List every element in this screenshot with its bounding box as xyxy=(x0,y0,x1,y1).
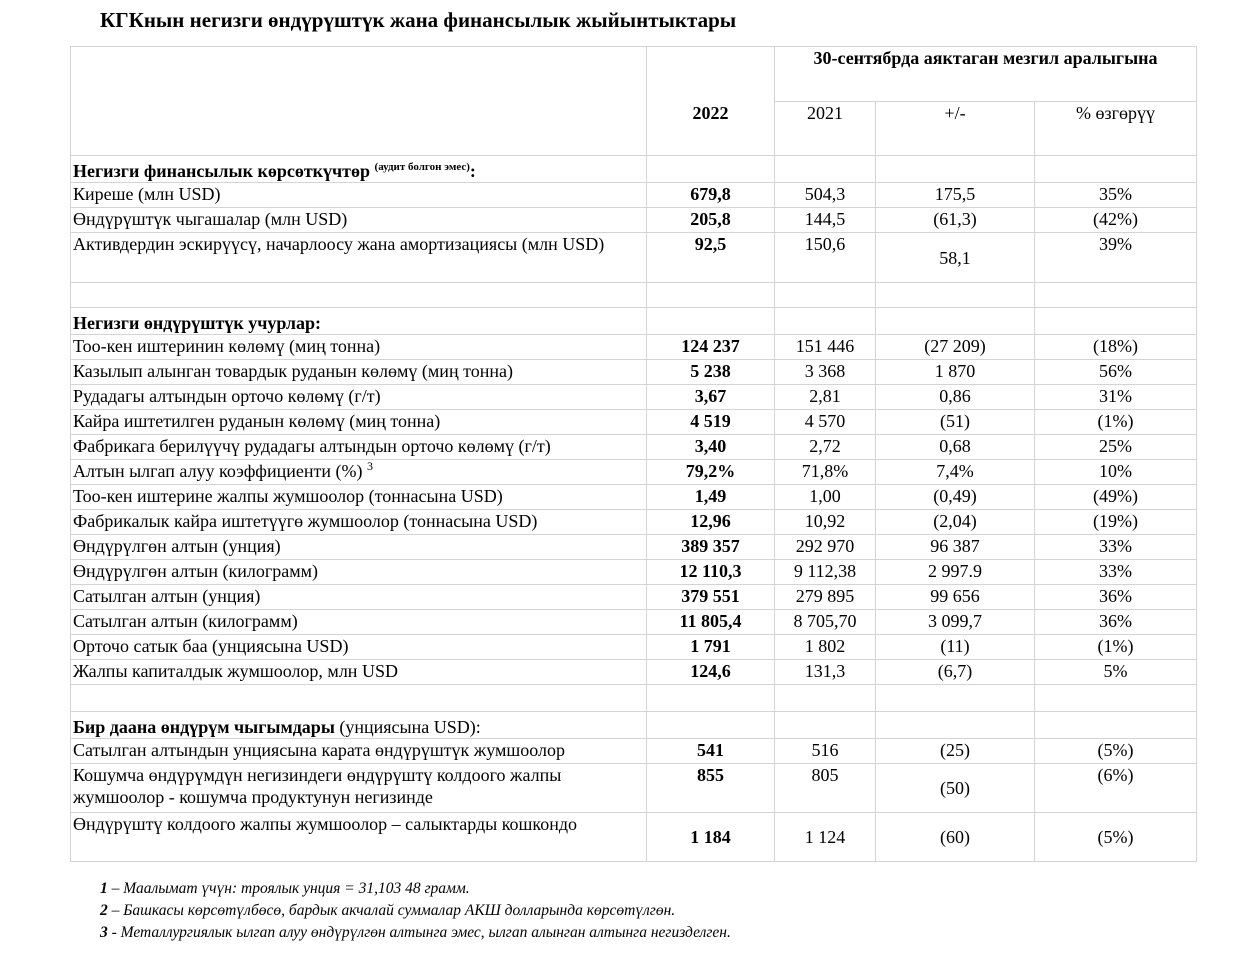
value-pct: 31% xyxy=(1035,385,1197,410)
footnote-3: 3 - Металлургиялык ылгап алуу өндүрүлгөн алтынга эмес, ылгап алынган алтынга негизделген. xyxy=(100,924,731,941)
value-2022: 1,49 xyxy=(647,485,775,510)
row-label: Өндүрүштүк чыгашалар (млн USD) xyxy=(71,208,647,233)
value-2022: 1 184 xyxy=(647,813,775,862)
value-diff: 1 870 xyxy=(876,360,1035,385)
value-pct: 33% xyxy=(1035,560,1197,585)
value-pct: (49%) xyxy=(1035,485,1197,510)
value-pct: (1%) xyxy=(1035,410,1197,435)
footnote-2: 2 – Башкасы көрсөтүлбөсө, бардык акчалай суммалар АКШ долларында көрсөтүлгөн. xyxy=(100,902,676,919)
value-2022: 79,2% xyxy=(647,460,775,485)
table-row xyxy=(71,335,1197,360)
row-label: Өндүрүлгөн алтын (унция) xyxy=(71,535,647,560)
table-row xyxy=(71,233,1197,283)
row-label: Кайра иштетилген руданын көлөмү (миң тонна) xyxy=(71,410,647,435)
row-label: Алтын ылгап алуу коэффициенти (%) $^3$ xyxy=(71,460,647,485)
table-row xyxy=(71,510,1197,535)
empty-cell xyxy=(775,685,876,712)
row-label: Жалпы капиталдык жумшоолор, млн USD xyxy=(71,660,647,685)
value-2022: 205,8 xyxy=(647,208,775,233)
table-row xyxy=(71,660,1197,685)
value-diff: (11) xyxy=(876,635,1035,660)
value-2021: 150,6 xyxy=(775,233,876,283)
row-label: Кошумча өндүрүмдүн негизиндеги өндүрүштү колдоого жалпы жумшоолор - кошумча продуктунун негизинде xyxy=(71,764,647,813)
table-row xyxy=(71,813,1197,862)
empty-cell xyxy=(647,308,775,335)
table-row xyxy=(71,183,1197,208)
value-2022: 12 110,3 xyxy=(647,560,775,585)
value-pct: (5%) xyxy=(1035,739,1197,764)
empty-cell xyxy=(647,685,775,712)
value-2021: 1,00 xyxy=(775,485,876,510)
table-row xyxy=(71,535,1197,560)
row-label: Фабрикалык кайра иштетүүгө жумшоолор (тоннасына USD) xyxy=(71,510,647,535)
value-2021: 504,3 xyxy=(775,183,876,208)
row-label: Фабрикага берилүүчү рудадагы алтындын орточо көлөмү (г/т) xyxy=(71,435,647,460)
value-2021: 71,8% xyxy=(775,460,876,485)
empty-cell xyxy=(647,712,775,739)
row-label: Сатылган алтын (унция) xyxy=(71,585,647,610)
table-row xyxy=(71,610,1197,635)
value-2022: 11 805,4 xyxy=(647,610,775,635)
empty-cell xyxy=(1035,308,1197,335)
value-pct: 56% xyxy=(1035,360,1197,385)
value-diff: 58,1 xyxy=(876,233,1035,283)
value-2021: 151 446 xyxy=(775,335,876,360)
empty-cell xyxy=(1035,685,1197,712)
value-2021: 3 368 xyxy=(775,360,876,385)
table-row xyxy=(71,385,1197,410)
value-2022: 124 237 xyxy=(647,335,775,360)
value-pct: (18%) xyxy=(1035,335,1197,360)
value-2022: 12,96 xyxy=(647,510,775,535)
value-diff: (51) xyxy=(876,410,1035,435)
row-label: Киреше (млн USD) xyxy=(71,183,647,208)
results-table xyxy=(70,46,1197,862)
value-2022: 92,5 xyxy=(647,233,775,283)
value-2022: 855 xyxy=(647,764,775,813)
row-label: Казылып алынган товардык руданын көлөмү (миң тонна) xyxy=(71,360,647,385)
value-diff: 0,68 xyxy=(876,435,1035,460)
value-pct: (19%) xyxy=(1035,510,1197,535)
value-2022: 379 551 xyxy=(647,585,775,610)
table-row xyxy=(71,635,1197,660)
value-2021: 279 895 xyxy=(775,585,876,610)
empty-cell xyxy=(71,685,647,712)
table-row xyxy=(71,360,1197,385)
value-2022: 541 xyxy=(647,739,775,764)
section-unit-cost: Бир даана өндүрүм чыгымдары (унциясына USD): xyxy=(71,712,647,739)
empty-cell xyxy=(71,283,647,308)
table-row xyxy=(71,485,1197,510)
col-header-pct: % өзгөрүү xyxy=(1035,102,1197,156)
value-pct: 39% xyxy=(1035,233,1197,283)
value-diff: (2,04) xyxy=(876,510,1035,535)
header-blank-2022 xyxy=(647,47,775,102)
value-diff: (61,3) xyxy=(876,208,1035,233)
row-label: Өндүрүлгөн алтын (килограмм) xyxy=(71,560,647,585)
value-pct: 33% xyxy=(1035,535,1197,560)
value-2021: 8 705,70 xyxy=(775,610,876,635)
row-label: Рудадагы алтындын орточо көлөмү (г/т) xyxy=(71,385,647,410)
value-pct: 10% xyxy=(1035,460,1197,485)
row-label: Тоо-кен иштерине жалпы жумшоолор (тоннасына USD) xyxy=(71,485,647,510)
table-row xyxy=(71,460,1197,485)
row-label: Активдердин эскирүүсү, начарлоосу жана амортизациясы (млн USD) xyxy=(71,233,647,283)
value-pct: (1%) xyxy=(1035,635,1197,660)
value-2022: 5 238 xyxy=(647,360,775,385)
value-2021: 10,92 xyxy=(775,510,876,535)
value-2021: 144,5 xyxy=(775,208,876,233)
value-2022: 3,40 xyxy=(647,435,775,460)
value-diff: 175,5 xyxy=(876,183,1035,208)
row-label: Сатылган алтын (килограмм) xyxy=(71,610,647,635)
value-2021: 2,72 xyxy=(775,435,876,460)
section-production: Негизги өндүрүштүк учурлар: xyxy=(71,308,647,335)
value-pct: 25% xyxy=(1035,435,1197,460)
table-row xyxy=(71,739,1197,764)
value-pct: (5%) xyxy=(1035,813,1197,862)
value-2021: 4 570 xyxy=(775,410,876,435)
empty-cell xyxy=(1035,283,1197,308)
value-2021: 805 xyxy=(775,764,876,813)
table-row xyxy=(71,435,1197,460)
value-2021: 1 124 xyxy=(775,813,876,862)
value-2022: 1 791 xyxy=(647,635,775,660)
empty-cell xyxy=(876,283,1035,308)
value-2021: 2,81 xyxy=(775,385,876,410)
row-label: Орточо сатык баа (унциясына USD) xyxy=(71,635,647,660)
value-pct: (6%) xyxy=(1035,764,1197,813)
row-label: Өндүрүштү колдоого жалпы жумшоолор – салыктарды кошкондо xyxy=(71,813,647,862)
value-pct: 5% xyxy=(1035,660,1197,685)
value-diff: 0,86 xyxy=(876,385,1035,410)
value-diff: 96 387 xyxy=(876,535,1035,560)
table-row xyxy=(71,410,1197,435)
value-diff: 99 656 xyxy=(876,585,1035,610)
value-diff: (60) xyxy=(876,813,1035,862)
footnote-1: 1 – Маалымат үчүн: троялык унция = 31,103 48 грамм. xyxy=(100,880,470,897)
value-pct: 36% xyxy=(1035,585,1197,610)
page-title: КГКнын негизги өндүрүштүк жана финансылык жыйынтыктары xyxy=(100,8,737,32)
value-diff: (50) xyxy=(876,764,1035,813)
period-header: 30-сентябрда аяктаган мезгил аралыгына xyxy=(775,47,1197,102)
col-header-diff: +/- xyxy=(876,102,1035,156)
col-header-2022: 2022 xyxy=(647,102,775,156)
empty-cell xyxy=(647,283,775,308)
table-row xyxy=(71,764,1197,813)
empty-cell xyxy=(775,308,876,335)
empty-cell xyxy=(876,308,1035,335)
value-diff: 3 099,7 xyxy=(876,610,1035,635)
empty-cell xyxy=(775,283,876,308)
value-diff: (6,7) xyxy=(876,660,1035,685)
empty-cell xyxy=(876,712,1035,739)
section-financial: Негизги финансылык көрсөткүчтөр $^{(аудит болгон эмес)}$: xyxy=(71,156,647,183)
value-diff: (27 209) xyxy=(876,335,1035,360)
col-header-2021: 2021 xyxy=(775,102,876,156)
value-2022: 4 519 xyxy=(647,410,775,435)
footnotes xyxy=(100,878,731,944)
value-2021: 1 802 xyxy=(775,635,876,660)
value-diff: (0,49) xyxy=(876,485,1035,510)
value-pct: 36% xyxy=(1035,610,1197,635)
row-label: Тоо-кен иштеринин көлөмү (миң тонна) xyxy=(71,335,647,360)
empty-cell xyxy=(1035,712,1197,739)
value-diff: 7,4% xyxy=(876,460,1035,485)
value-2021: 516 xyxy=(775,739,876,764)
empty-cell xyxy=(876,685,1035,712)
value-2022: 3,67 xyxy=(647,385,775,410)
value-pct: 35% xyxy=(1035,183,1197,208)
table-row xyxy=(71,560,1197,585)
value-2022: 124,6 xyxy=(647,660,775,685)
row-label: Сатылган алтындын унциясына карата өндүрүштүк жумшоолор xyxy=(71,739,647,764)
value-2022: 389 357 xyxy=(647,535,775,560)
value-diff: (25) xyxy=(876,739,1035,764)
header-empty-cell xyxy=(71,47,647,156)
value-pct: (42%) xyxy=(1035,208,1197,233)
value-2022: 679,8 xyxy=(647,183,775,208)
value-2021: 9 112,38 xyxy=(775,560,876,585)
table-row xyxy=(71,585,1197,610)
value-diff: 2 997.9 xyxy=(876,560,1035,585)
value-2021: 292 970 xyxy=(775,535,876,560)
table-row xyxy=(71,208,1197,233)
value-2021: 131,3 xyxy=(775,660,876,685)
empty-cell xyxy=(775,712,876,739)
